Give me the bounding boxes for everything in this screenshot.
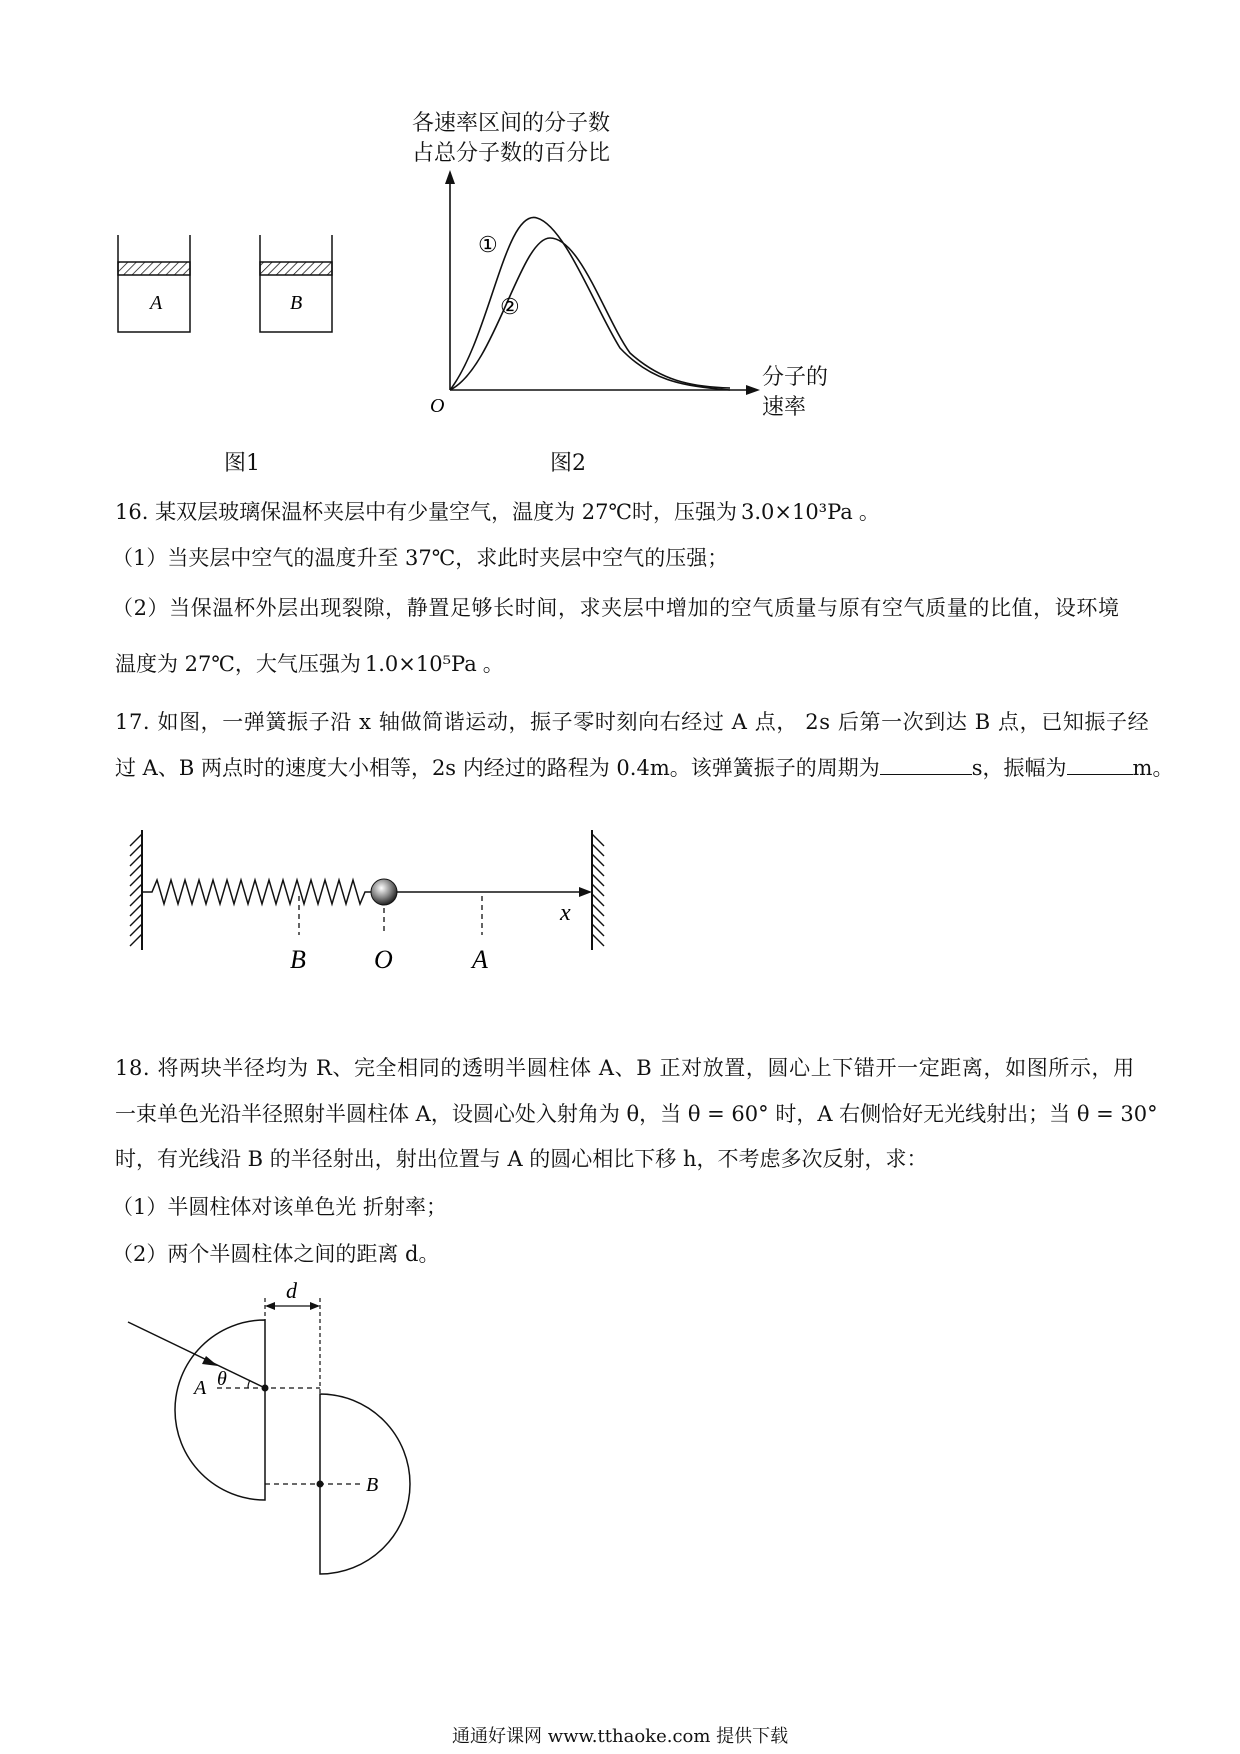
- q17-line2-unit2: m。: [1132, 756, 1174, 780]
- q18-center-b: [317, 1481, 324, 1488]
- q16-pressure-value: 3.0×10³Pa: [740, 500, 853, 524]
- q17-x-axis-arrow: [579, 887, 592, 897]
- q16-part2-line1: （2）当保温杯外层出现裂隙，静置足够长时间，求夹层中增加的空气质量与原有空气质量的比值，设环境: [112, 596, 1120, 620]
- fig2-curve-2-label: ②: [500, 294, 520, 319]
- q18-semicylinder-b: [320, 1394, 410, 1574]
- q17-line2-unit1: s，振幅为: [971, 756, 1067, 780]
- container-b-label: B: [290, 292, 303, 314]
- q17-line1: 17. 如图，一弹簧振子沿 x 轴做简谐运动，振子零时刻向右经过 A 点， 2s 后第一次到达 B 点，已知振子经: [115, 710, 1150, 734]
- figure-1-caption: 图1: [224, 451, 260, 476]
- q17-left-wall: [130, 830, 142, 950]
- fig2-y-axis-label-line2: 占总分子数的百分比: [412, 141, 611, 166]
- figure-2-caption: 图2: [550, 451, 586, 476]
- q18-label-theta: θ: [217, 1368, 227, 1390]
- figure-1-containers: [100, 230, 340, 340]
- q16-atmospheric-value: 1.0×10⁵Pa: [364, 652, 477, 676]
- q17-spring: [142, 880, 375, 904]
- fig2-curve-1-label: ①: [478, 232, 498, 257]
- page-footer: 通通好课网 www.tthaoke.com 提供下载: [452, 1726, 789, 1747]
- q18-semicylinder-figure: [120, 1280, 420, 1580]
- q17-label-a: A: [472, 945, 488, 974]
- q17-line2-text: 过 A、B 两点时的速度大小相等，2s 内经过的路程为 0.4m。该弹簧振子的周期为: [115, 756, 880, 780]
- figure-2-distribution-chart: [420, 168, 770, 418]
- q18-dim-arrow-left: [265, 1302, 275, 1310]
- q18-part2: （2）两个半圆柱体之间的距离 d。: [112, 1242, 440, 1266]
- container-b: [260, 235, 332, 332]
- fig2-y-axis-label-line1: 各速率区间的分子数: [412, 111, 611, 136]
- q18-theta-arc: [248, 1380, 250, 1388]
- q18-semicylinder-a: [175, 1320, 265, 1500]
- q16-part2-line2-text: 温度为 27℃，大气压强为: [115, 652, 361, 676]
- q17-label-b: B: [290, 945, 306, 974]
- q16-line1-end: 。: [858, 500, 880, 524]
- piston-a: [118, 262, 190, 275]
- q17-right-wall: [592, 830, 604, 950]
- fig2-curve-2: [450, 238, 730, 390]
- q17-period-blank[interactable]: [880, 754, 972, 775]
- q18-incident-ray-arrow: [202, 1356, 218, 1366]
- fig2-axes: [445, 170, 760, 395]
- q18-line3: 时，有光线沿 B 的半径射出，射出位置与 A 的圆心相比下移 h，不考虑多次反射，求：: [115, 1147, 928, 1171]
- q17-line2: [115, 754, 1173, 782]
- fig2-x-axis-label-line1: 分子的: [762, 365, 829, 390]
- q18-label-d: d: [286, 1280, 297, 1303]
- q18-label-a: A: [194, 1377, 207, 1399]
- q16-part1: （1）当夹层中空气的温度升至 37℃，求此时夹层中空气的压强；: [112, 546, 729, 570]
- piston-b: [260, 262, 332, 275]
- q17-label-o: O: [374, 945, 393, 974]
- q17-label-x: x: [560, 900, 571, 926]
- container-a-label: A: [150, 292, 163, 314]
- q17-spring-oscillator-figure: [120, 820, 620, 980]
- fig2-origin-label: O: [430, 395, 445, 417]
- q16-line1-text: 16. 某双层玻璃保温杯夹层中有少量空气，温度为 27℃时，压强为: [115, 500, 737, 524]
- q18-dim-arrow-right: [310, 1302, 320, 1310]
- q18-line2: 一束单色光沿半径照射半圆柱体 A，设圆心处入射角为 θ，当 θ = 60° 时，A 右侧恰好无光线射出；当 θ = 30°: [115, 1102, 1158, 1126]
- q18-line1: 18. 将两块半径均为 R、完全相同的透明半圆柱体 A、B 正对放置，圆心上下错开一定距离，如图所示，用: [115, 1056, 1135, 1080]
- q18-label-b: B: [366, 1474, 379, 1496]
- q18-part1: （1）半圆柱体对该单色光 折射率；: [112, 1195, 448, 1219]
- q17-amplitude-blank[interactable]: [1067, 754, 1133, 775]
- q16-line1: [115, 498, 880, 526]
- q18-center-a: [262, 1385, 269, 1392]
- q17-oscillator-ball: [371, 879, 397, 905]
- q16-part2-line2: [115, 650, 504, 678]
- container-a: [118, 235, 190, 332]
- q16-part2-line2-end: 。: [482, 652, 504, 676]
- fig2-x-axis-label-line2: 速率: [762, 395, 807, 420]
